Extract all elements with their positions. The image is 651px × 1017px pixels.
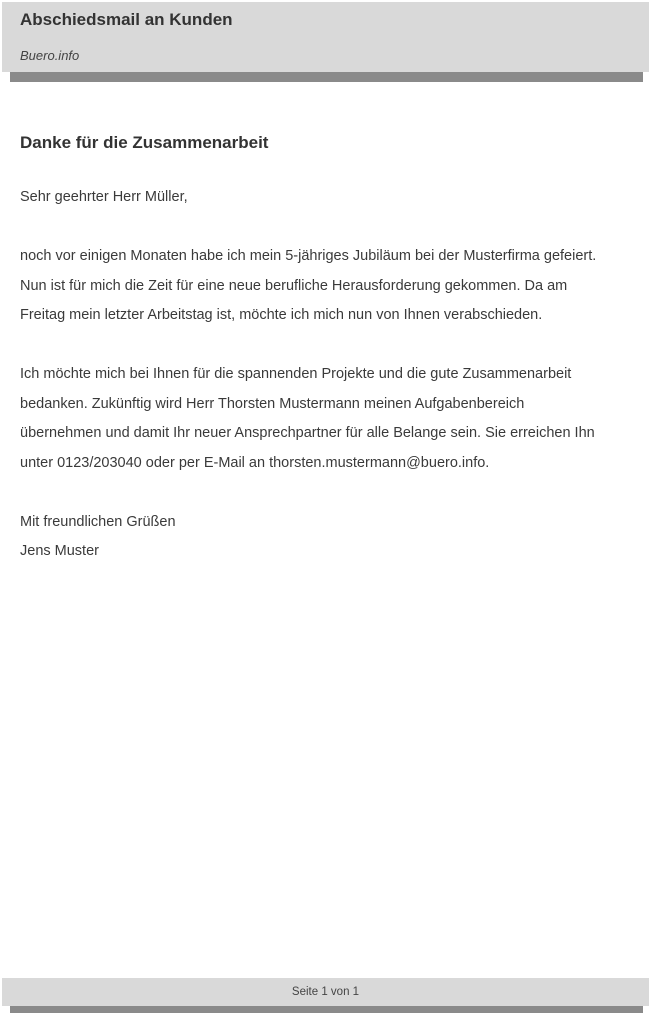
letter-heading: Danke für die Zusammenarbeit: [20, 133, 269, 152]
signature-name: Jens Muster: [20, 543, 99, 559]
paragraph-1: [20, 242, 632, 331]
document-body: [20, 131, 632, 567]
closing-formula: Mit freundlichen Grüßen: [20, 513, 176, 530]
paragraph-line: unter 0123/203040 oder per E-Mail an thorsten.mustermann@buero.info.: [20, 454, 490, 471]
salutation: Sehr geehrter Herr Müller,: [20, 189, 188, 205]
paragraph-line: Ich möchte mich bei Ihnen für die spannenden Projekte und die gute Zusammenarbeit: [20, 366, 572, 382]
paragraph-2: [20, 360, 632, 478]
paragraph-line: bedanken. Zukünftig wird Herr Thorsten Mustermann meinen Aufgabenbereich: [20, 395, 525, 412]
header-divider: [10, 72, 643, 82]
source-label: Buero.info: [20, 48, 80, 63]
document-header: [2, 2, 649, 72]
closing-block: [20, 508, 632, 567]
paragraph-line: Freitag mein letzter Arbeitstag ist, möchte ich mich nun von Ihnen verabschieden.: [20, 307, 543, 323]
document-title: Abschiedsmail an Kunden: [20, 10, 233, 29]
footer-divider: [10, 1006, 643, 1013]
document-footer: [2, 978, 649, 1006]
paragraph-line: noch vor einigen Monaten habe ich mein 5-jähriges Jubiläum bei der Musterfirma gefeiert.: [20, 248, 597, 264]
paragraph-line: Nun ist für mich die Zeit für eine neue berufliche Herausforderung gekommen. Da am: [20, 277, 568, 294]
page-number: Seite 1 von 1: [291, 986, 360, 998]
paragraph-line: übernehmen und damit Ihr neuer Ansprechpartner für alle Belange sein. Sie erreichen Ihn: [20, 425, 595, 441]
